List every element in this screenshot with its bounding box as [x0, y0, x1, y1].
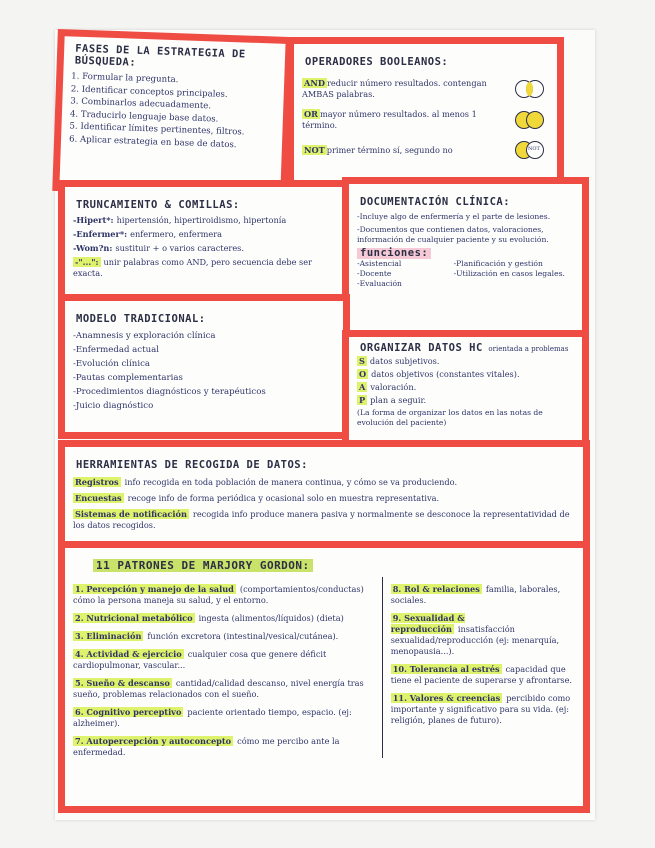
- gordon-patron: [73, 707, 374, 729]
- herramienta-desc: recogida info produce manera pasiva y normalmente se desconoce la representatividad de los datos recogidos.: [73, 509, 570, 530]
- operador-text-wrap: [302, 145, 487, 156]
- gordon-right-column: [383, 577, 575, 758]
- herramienta-item: [73, 477, 575, 488]
- organizar-title: ORGANIZAR DATOS HC: [360, 342, 483, 354]
- truncamiento-list: [73, 215, 335, 279]
- organizar-desc: plan a seguir.: [370, 395, 427, 405]
- funcion-item: -Docente: [357, 269, 392, 278]
- fases-item: 6. Aplicar estrategia en base de datos.: [68, 133, 237, 150]
- organizar-desc: datos objetivos (constantes vitales).: [371, 369, 520, 379]
- fases-list: [69, 70, 276, 152]
- gordon-patron: [391, 613, 575, 657]
- operador-key: NOT: [304, 144, 325, 155]
- truncamiento-box: [58, 180, 350, 302]
- documentacion-line: -Incluye algo de enfermería y el parte de lesiones.: [357, 212, 551, 221]
- fases-item: 5. Identificar límites pertinentes, filtros.: [69, 121, 245, 138]
- gordon-patron-desc: capacidad que tiene el paciente de superarse y afrontarse.: [390, 664, 573, 685]
- truncamiento-term: -Enfermer*:: [73, 229, 128, 239]
- operador-key: OR: [304, 109, 318, 119]
- gordon-patron-desc: percibido como importante y significativo para su vida. (ej: religión, planes de futuro).: [390, 693, 571, 725]
- organizar-item: [357, 382, 574, 393]
- gordon-patron-desc: familia, laborales, sociales.: [390, 584, 561, 605]
- organizar-item: [357, 369, 574, 380]
- modelo-title: MODELO TRADICIONAL:: [76, 313, 206, 325]
- gordon-patron-desc: cualquier cosa que genere déficit cardiopulmonar, vascular...: [73, 649, 327, 670]
- herramienta-desc: recoge info de forma periódica y ocasional solo en muestra representativa.: [127, 493, 440, 503]
- truncamiento-title: TRUNCAMIENTO & COMILLAS:: [76, 199, 240, 211]
- gordon-patron-desc: cómo me percibo ante la enfermedad.: [73, 736, 340, 757]
- modelo-item: -Evolución clínica: [73, 359, 151, 369]
- herramienta-desc: info recogida en toda población de manera continua, y cómo se va produciendo.: [124, 477, 458, 487]
- gordon-patron: [73, 584, 374, 606]
- organizar-desc: valoración.: [370, 382, 417, 392]
- truncamiento-term: -"...":: [75, 257, 99, 267]
- gordon-patron-key: 9. Sexualidad & reproducción: [390, 613, 465, 634]
- funciones-title: funciones:: [357, 248, 431, 259]
- funcion-item: -Utilización en casos legales.: [453, 269, 565, 278]
- gordon-patron-key: 8. Rol & relaciones: [392, 584, 480, 594]
- truncamiento-desc: enfermero, enfermera: [130, 229, 223, 239]
- modelo-item: -Juicio diagnóstico: [73, 401, 154, 411]
- truncamiento-item: [73, 215, 335, 226]
- funcion-item: -Planificación y gestión: [453, 259, 543, 268]
- modelo-item: -Procedimientos diagnósticos y terapéuticos: [73, 387, 266, 397]
- gordon-patron-key: 6. Cognitivo perceptivo: [75, 707, 182, 717]
- operador-text-wrap: [302, 109, 487, 131]
- herramientas-list: [73, 477, 575, 531]
- gordon-patron-key: 10. Tolerancia al estrés: [392, 664, 500, 674]
- gordon-patron-desc: ingesta (alimentos/líquidos) (dieta): [198, 613, 344, 623]
- documentacion-lines: [357, 212, 574, 245]
- gordon-patron-desc: (comportamientos/conductas) cómo la persona maneja su salud, y el entorno.: [73, 584, 364, 605]
- truncamiento-term: -Hipert*:: [73, 215, 114, 225]
- funcion-item: -Evaluación: [357, 279, 402, 288]
- fases-item: 3. Combinarlos adecuadamente.: [70, 96, 212, 112]
- funcion-item: -Asistencial: [357, 259, 402, 268]
- organizar-item: [357, 395, 574, 406]
- gordon-patron: [73, 649, 374, 671]
- operador-desc: primer término sí, segundo no: [326, 144, 453, 155]
- organizar-key: S: [359, 356, 365, 366]
- gordon-patron: [391, 693, 575, 726]
- operador-desc: mayor número resultados. al menos 1 término.: [302, 109, 477, 130]
- modelo-item: -Anamnesis y exploración clínica: [73, 331, 216, 341]
- truncamiento-item: [73, 229, 335, 240]
- gordon-left-column: [73, 577, 383, 758]
- operador-key: AND: [304, 78, 325, 88]
- fases-box: [52, 29, 293, 199]
- herramienta-key: Registros: [75, 477, 119, 487]
- truncamiento-item: [73, 257, 335, 279]
- gordon-patron-desc: paciente orientado tiempo, espacio. (ej: alzheimer).: [73, 707, 352, 728]
- truncamiento-desc: sustituir + o varios caracteres.: [115, 243, 244, 253]
- organizar-aside: orientada a problemas: [488, 345, 569, 353]
- gordon-patron: [391, 584, 575, 606]
- herramienta-item: [73, 509, 575, 531]
- documentacion-title: DOCUMENTACIÓN CLÍNICA:: [360, 196, 511, 208]
- truncamiento-desc: unir palabras como AND, pero secuencia debe ser exacta.: [73, 257, 313, 278]
- gordon-patron-key: 11. Valores & creencias: [392, 693, 501, 703]
- gordon-patron: [73, 631, 374, 642]
- operador-row: [302, 109, 549, 131]
- gordon-patron: [73, 678, 374, 700]
- gordon-patron-desc: cantidad/calidad descanso, nivel energía tras sueño, problemas relacionados con el sueño.: [73, 678, 364, 699]
- venn-or-icon: [511, 110, 549, 130]
- operador-row: [302, 140, 549, 160]
- fases-item: 4. Traducirlo lenguaje base datos.: [69, 108, 219, 125]
- truncamiento-item: [73, 243, 335, 254]
- gordon-patron: [391, 664, 575, 686]
- gordon-patron-key: 5. Sueño & descanso: [75, 678, 170, 688]
- herramienta-key: Sistemas de notificación: [75, 509, 187, 519]
- gordon-patron-key: 3. Eliminación: [75, 631, 142, 641]
- truncamiento-term: -Wom?n:: [73, 243, 113, 253]
- documentacion-line: -Documentos que contienen datos, valoraciones, información de cualquier paciente y su evolución.: [357, 225, 549, 244]
- gordon-patron-key: 4. Actividad & ejercicio: [75, 649, 182, 659]
- organizar-key: A: [359, 382, 366, 392]
- not-label: NOT: [528, 146, 540, 152]
- modelo-box: [58, 294, 350, 439]
- gordon-patron: [73, 613, 374, 624]
- organizar-desc: datos subjetivos.: [369, 356, 440, 366]
- gordon-patron-key: 7. Autopercepción y autoconcepto: [75, 736, 232, 746]
- documentacion-box: [342, 177, 589, 341]
- modelo-item: -Enfermedad actual: [73, 345, 159, 355]
- operadores-box: [287, 37, 564, 190]
- venn-not-icon: [511, 140, 549, 160]
- venn-and-icon: [511, 79, 549, 99]
- gordon-patron-key: 1. Percepción y manejo de la salud: [75, 584, 234, 594]
- truncamiento-desc: hipertensión, hipertiroidismo, hipertonía: [116, 215, 287, 225]
- organizar-key: O: [359, 369, 367, 379]
- operador-desc: reducir número resultados. contengan AMBAS palabras.: [302, 78, 487, 99]
- herramienta-key: Encuestas: [75, 493, 122, 503]
- fases-item: 1. Formular la pregunta.: [71, 71, 179, 86]
- organizar-item: [357, 356, 574, 367]
- modelo-list: [73, 329, 335, 413]
- gordon-patron-desc: insatisfacción sexualidad/reproducción (ej: menarquía, menopausia...).: [390, 624, 560, 656]
- herramienta-item: [73, 493, 575, 504]
- modelo-item: -Pautas complementarias: [73, 373, 183, 383]
- gordon-box: [58, 541, 590, 813]
- funciones-list: [357, 259, 574, 289]
- gordon-title: 11 PATRONES DE MARJORY GORDON:: [93, 559, 313, 572]
- fases-item: 2. Identificar conceptos principales.: [70, 83, 228, 100]
- operadores-list: [302, 78, 549, 160]
- operador-row: [302, 78, 549, 100]
- organizar-list: [357, 356, 574, 406]
- fases-title: FASES DE LA ESTRATEGIA DE BÚSQUEDA:: [74, 42, 246, 69]
- operadores-title: OPERADORES BOOLEANOS:: [305, 56, 449, 68]
- organizar-key: P: [359, 395, 366, 405]
- gordon-patron-key: 2. Nutricional metabólico: [75, 613, 193, 623]
- gordon-patron-desc: función excretora (intestinal/vesical/cutánea).: [147, 631, 339, 641]
- organizar-note: (La forma de organizar los datos en las notas de evolución del paciente): [357, 408, 543, 427]
- operador-text-wrap: [302, 78, 487, 100]
- gordon-patron: [73, 736, 374, 758]
- herramientas-title: HERRAMIENTAS DE RECOGIDA DE DATOS:: [76, 459, 308, 471]
